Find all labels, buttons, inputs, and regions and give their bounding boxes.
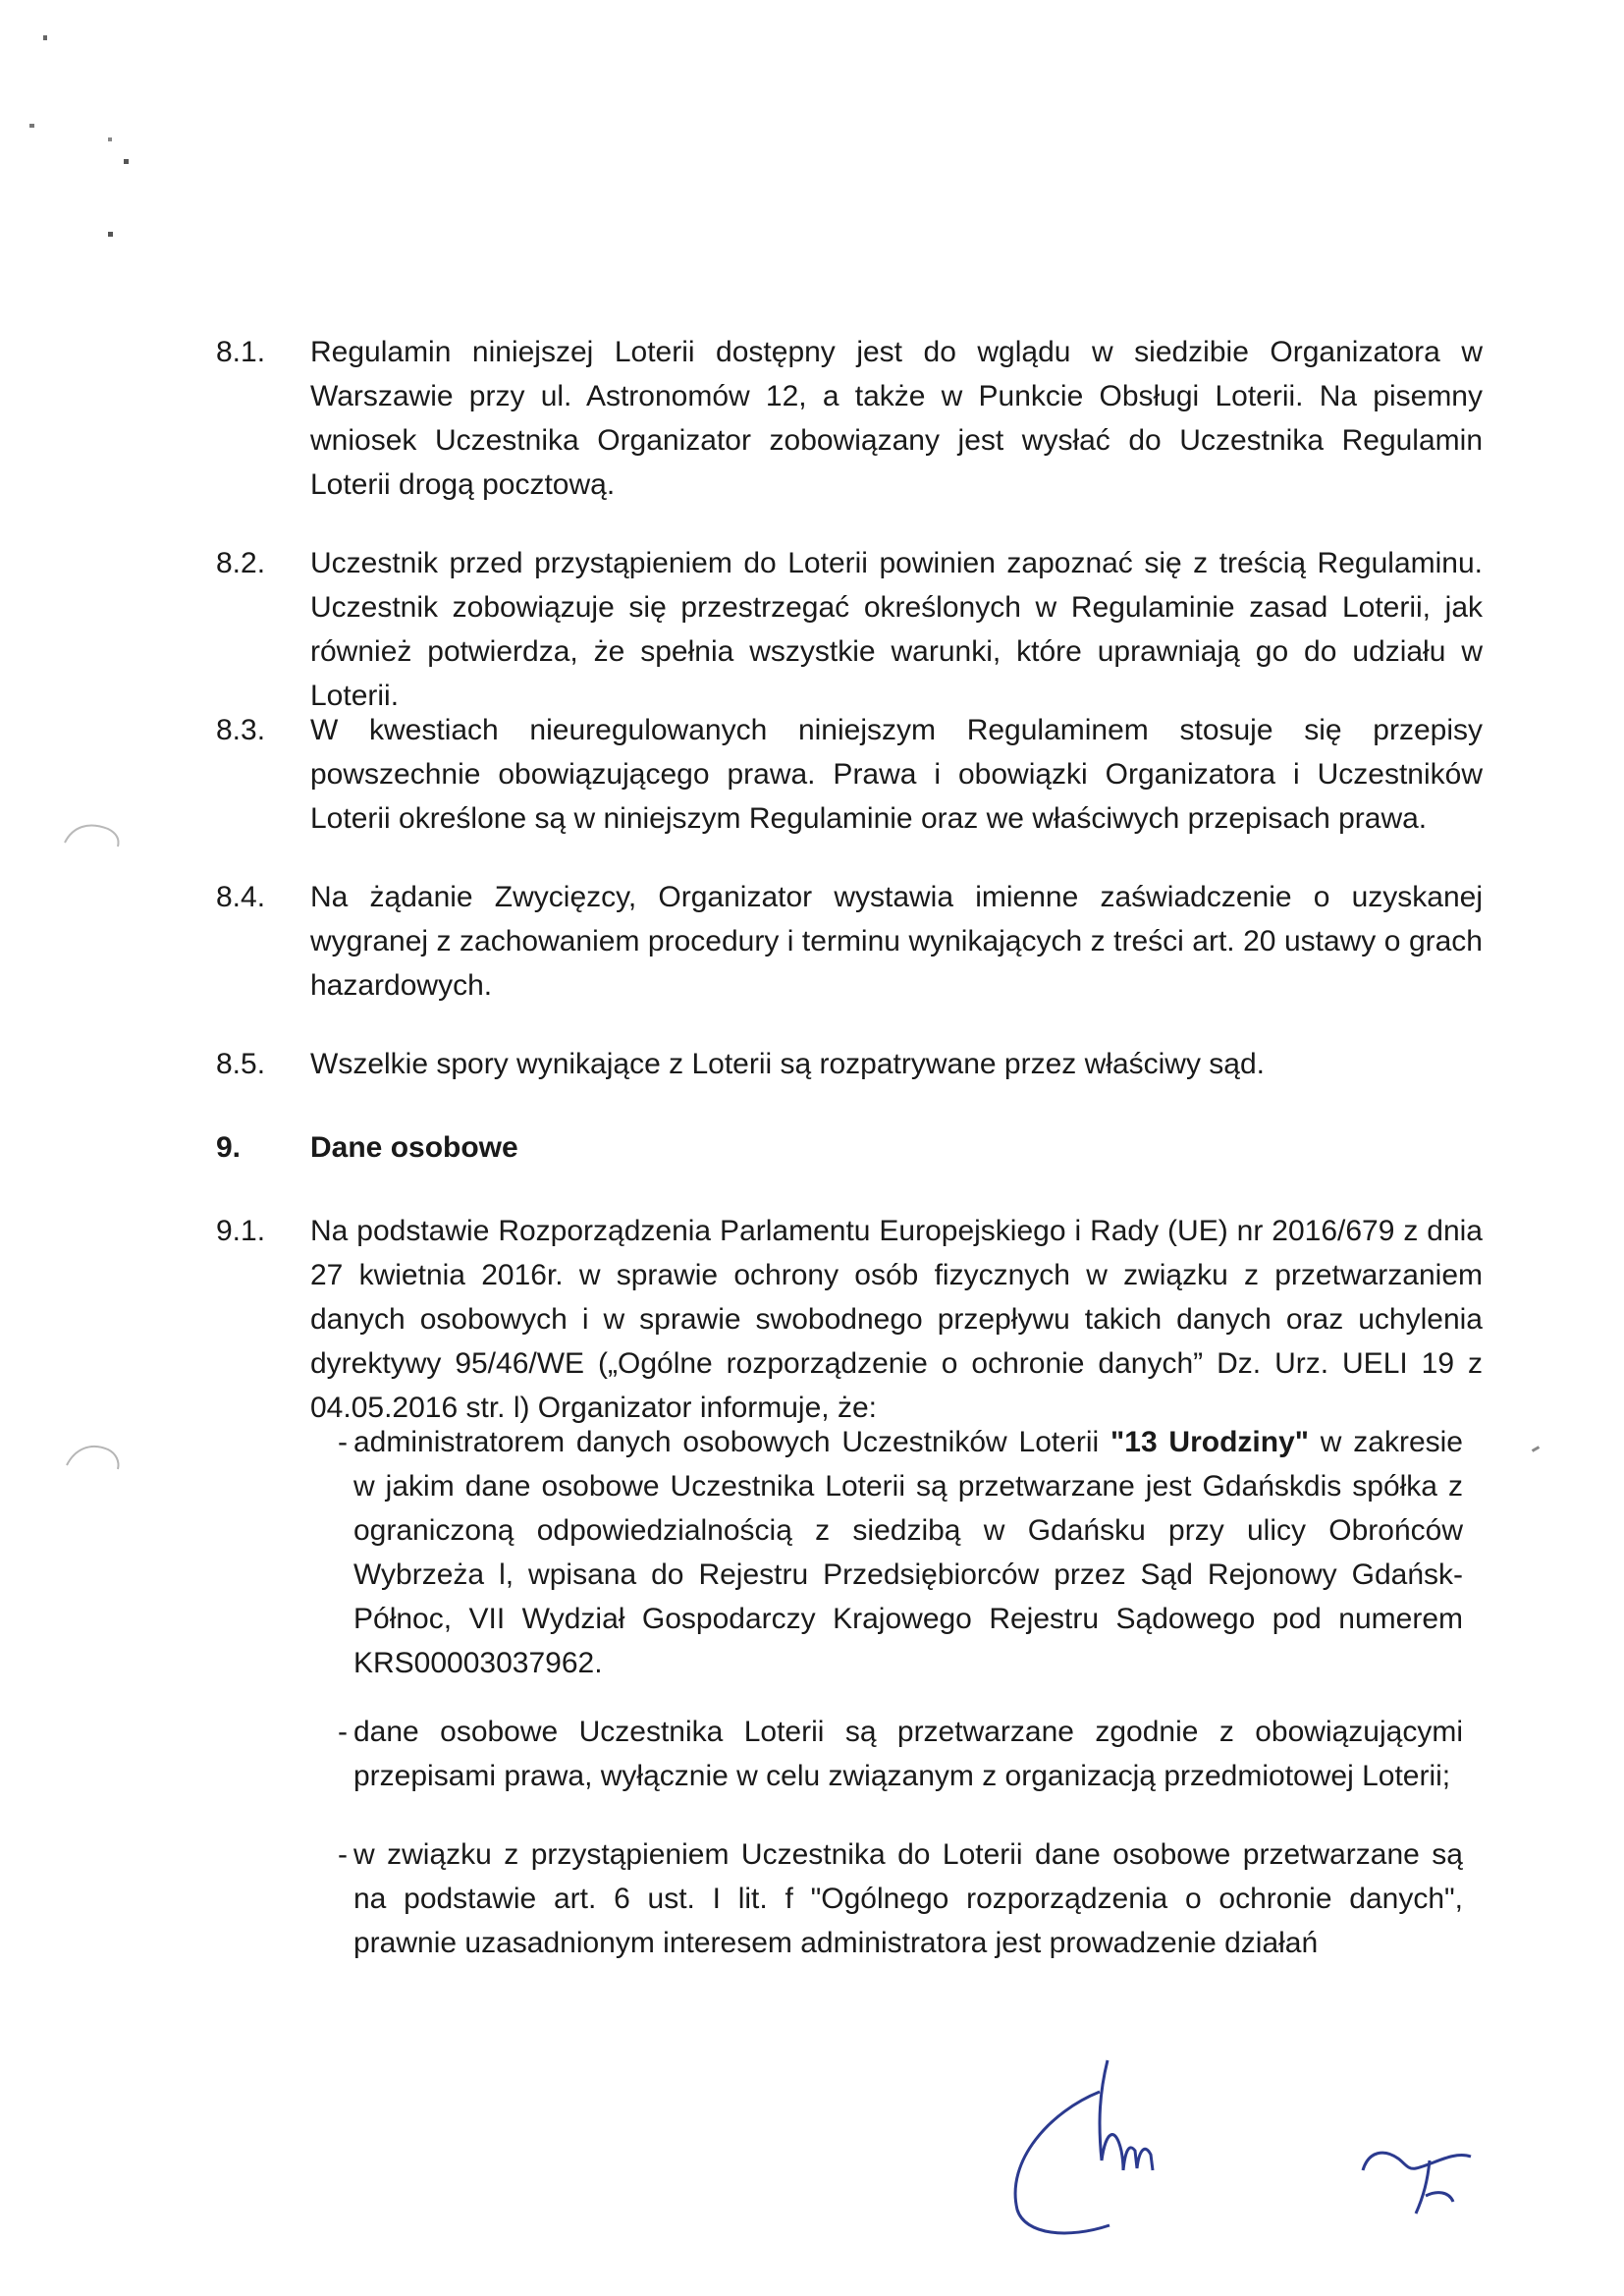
- bullet-dash: -: [338, 1838, 348, 1871]
- section-8-5: [216, 1042, 1483, 1086]
- bullet-dash: -: [338, 1716, 348, 1748]
- section-number: 9.1.: [216, 1215, 266, 1247]
- margin-speck: [1532, 1446, 1540, 1452]
- section-8-2: [216, 541, 1483, 718]
- heading-text: Dane osobowe: [310, 1131, 518, 1164]
- scan-speck: [29, 124, 34, 128]
- handwritten-signature: [992, 2052, 1178, 2249]
- bullet-text: [353, 1420, 1463, 1685]
- bullet-text-part: w zakresie w jakim dane osobowe Uczestnika Loterii są przetwarzane jest Gdańskdis spółka z ograniczoną odpowiedzialnością z siedzibą w Gdańsku przy ulicy Obrońców Wybrzeża l, wpisana do Rejestru Przedsiębiorców przez Sąd Rejonowy Gdańsk-Północ, VII Wydział Gospodarczy Krajowego Rejestru Sądowego pod numerem KRS00003037962.: [353, 1426, 1463, 1679]
- handwritten-initials: [1355, 2111, 1492, 2219]
- section-text: Na podstawie Rozporządzenia Parlamentu Europejskiego i Rady (UE) nr 2016/679 z dnia 27 kwietnia 2016r. w sprawie ochrony osób fizycznych w związku z przetwarzaniem danych osobowych i w sprawie swobodnego przepływu takich danych oraz uchylenia dyrektywy 95/46/WE („Ogólne rozporządzenie o ochronie danych” Dz. Urz. UELI 19 z 04.05.2016 str. l) Organizator informuje, że:: [310, 1215, 1483, 1424]
- margin-pencil-mark: [59, 815, 128, 854]
- bullet-text: w związku z przystąpieniem Uczestnika do Loterii dane osobowe przetwarzane są na podstawie art. 6 ust. I lit. f "Ogólnego rozporządzenia o ochronie danych", prawnie uzasadnionym interesem administratora jest prowadzenie działań: [353, 1838, 1463, 1959]
- section-heading-9: [216, 1125, 1483, 1170]
- bullet-text: dane osobowe Uczestnika Loterii są przetwarzane zgodnie z obowiązującymi przepisami prawa, wyłącznie w celu związanym z organizacją przedmiotowej Loterii;: [353, 1716, 1463, 1792]
- section-8-4: [216, 875, 1483, 1008]
- bullet-administrator: [310, 1420, 1463, 1685]
- bullet-processing: [310, 1710, 1463, 1798]
- scan-speck: [108, 232, 113, 237]
- section-text: Na żądanie Zwycięzcy, Organizator wystawia imienne zaświadczenie o uzyskanej wygranej z zachowaniem procedury i terminu wynikających z treści art. 20 ustawy o grach hazardowych.: [310, 881, 1483, 1002]
- bullet-legal-basis: [310, 1832, 1463, 1965]
- section-number: 8.1.: [216, 336, 266, 368]
- margin-pencil-mark: [61, 1436, 130, 1475]
- scan-speck: [108, 137, 112, 141]
- section-number: 8.2.: [216, 547, 266, 579]
- section-text: Wszelkie spory wynikające z Loterii są rozpatrywane przez właściwy sąd.: [310, 1048, 1266, 1080]
- bullet-text-part: administratorem danych osobowych Uczestników Loterii: [353, 1426, 1111, 1458]
- scan-speck: [43, 35, 47, 40]
- section-number: 8.3.: [216, 714, 266, 746]
- bullet-dash: -: [338, 1426, 348, 1458]
- section-text: Regulamin niniejszej Loterii dostępny jest do wglądu w siedzibie Organizatora w Warszawie przy ul. Astronomów 12, a także w Punkcie Obsługi Loterii. Na pisemny wniosek Uczestnika Organizator zobowiązany jest wysłać do Uczestnika Regulamin Loterii drogą pocztową.: [310, 336, 1483, 501]
- scan-speck: [124, 159, 129, 164]
- section-text: Uczestnik przed przystąpieniem do Loterii powinien zapoznać się z treścią Regulaminu. Uczestnik zobowiązuje się przestrzegać określonych w Regulaminie zasad Loterii, jak również potwierdza, że spełnia wszystkie warunki, które uprawniają go do udziału w Loterii.: [310, 547, 1483, 712]
- section-8-1: [216, 330, 1483, 507]
- section-number: 8.5.: [216, 1048, 266, 1080]
- heading-number: 9.: [216, 1131, 242, 1164]
- section-9-1: [216, 1209, 1483, 1430]
- section-text: W kwestiach nieuregulowanych niniejszym Regulaminem stosuje się przepisy powszechnie obowiązującego prawa. Prawa i obowiązki Organizatora i Uczestników Loterii określone są w niniejszym Regulaminie oraz we właściwych przepisach prawa.: [310, 714, 1483, 835]
- section-8-3: [216, 708, 1483, 841]
- section-number: 8.4.: [216, 881, 266, 913]
- lottery-name: "13 Urodziny": [1110, 1426, 1309, 1458]
